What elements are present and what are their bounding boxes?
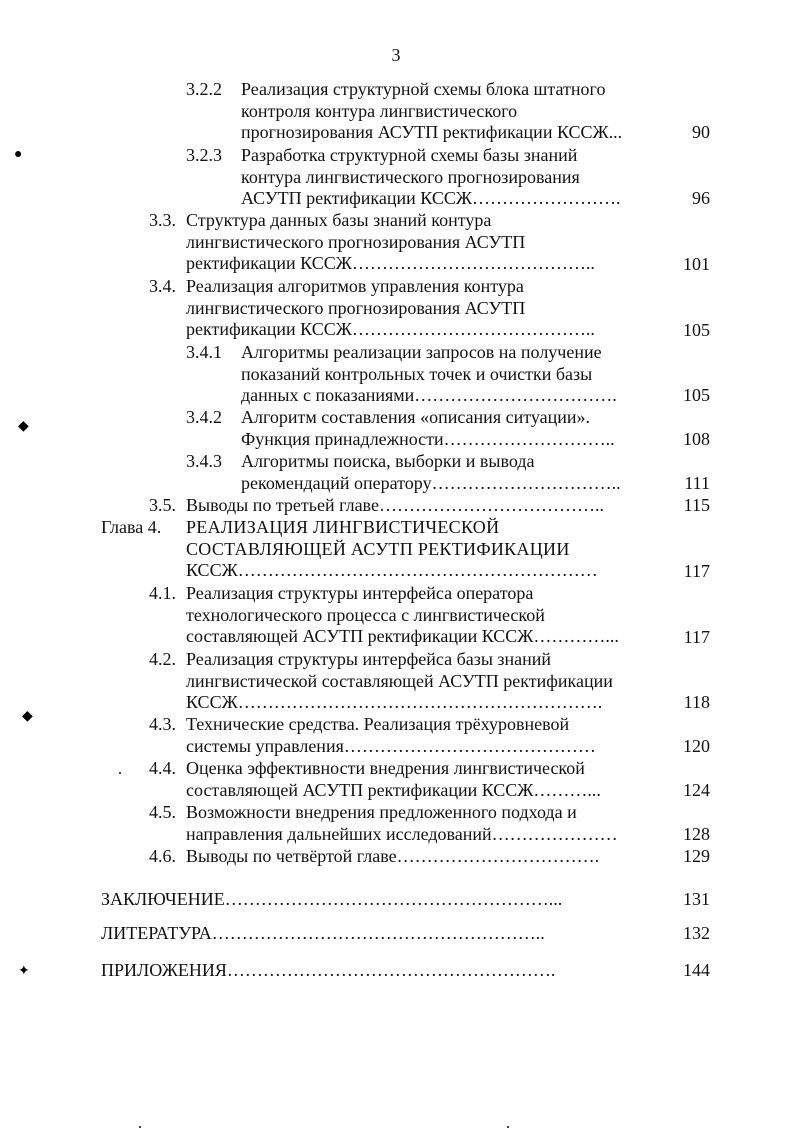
toc-entry-number: 3.2.2 — [186, 79, 222, 99]
toc-entry-page: 105 — [683, 320, 710, 340]
toc-entry-number: 3.4.3 — [186, 451, 222, 471]
toc-entry-page: 115 — [683, 495, 710, 515]
scan-mark: ◆ — [22, 709, 33, 724]
toc-entry-page: 101 — [683, 254, 710, 274]
toc-entry-title: Выводы по третьей главе……………………………….. — [186, 495, 604, 515]
toc-entry-page: 111 — [684, 473, 710, 493]
toc-entry-page: 128 — [683, 824, 710, 844]
toc-entry-page: 117 — [683, 561, 710, 581]
toc-entry-title: РЕАЛИЗАЦИЯ ЛИНГВИСТИЧЕСКОЙ СОСТАВЛЯЮЩЕЙ АСУТП РЕКТИФИКАЦИИ КССЖ…………………………………………………… — [186, 517, 598, 581]
toc-entry-number: 4.3. — [149, 714, 176, 734]
toc-entry-title: ЛИТЕРАТУРА……………………………………………….. — [101, 923, 545, 943]
toc-entry-number: 4.4. — [149, 758, 176, 778]
toc-entry-title: Технические средства. Реализация трёхуровневой системы управления…………………………………… — [186, 714, 596, 756]
toc-entry-page: 144 — [683, 960, 710, 980]
toc-entry-number: 4.5. — [149, 802, 176, 822]
toc-entry-title: Алгоритм составления «описания ситуации». Функция принадлежности……………………….. — [241, 407, 615, 449]
toc-entry-title: Оценка эффективности внедрения лингвистической составляющей АСУТП ректификации КССЖ………... — [186, 758, 601, 800]
toc-entry-page: 105 — [683, 385, 710, 405]
toc-entry-number: 4.2. — [149, 649, 176, 669]
toc-entry-page: 132 — [683, 923, 710, 943]
toc-entry-title: Алгоритмы поиска, выборки и вывода рекомендаций оператору………………………….. — [241, 451, 621, 493]
toc-entry-number: Глава 4. — [101, 517, 162, 537]
toc-entry-page: 118 — [683, 692, 710, 712]
toc-entry-number: 4.1. — [149, 583, 176, 603]
toc-entry-title: Реализация структурной схемы блока штатного контроля контура лингвистического прогнозирования АСУТП ректификации КССЖ... — [241, 79, 623, 143]
toc-entry-title: Разработка структурной схемы базы знаний контура лингвистического прогнозирования АСУТП ректификации КССЖ……………………. — [241, 145, 621, 209]
scan-mark: ◆ — [18, 419, 29, 434]
toc-entry-title: ЗАКЛЮЧЕНИЕ………………………………………………... — [101, 889, 563, 909]
toc-entry-page: 108 — [683, 429, 710, 449]
toc-entry-title: Возможности внедрения предложенного подхода и направления дальнейших исследований………………… — [186, 802, 618, 844]
scan-mark: ● — [14, 147, 23, 162]
toc-entry-page: 96 — [692, 188, 710, 208]
toc-entry-title: Алгоритмы реализации запросов на получение показаний контрольных точек и очистки базы данных с показаниями……………………………. — [241, 342, 617, 406]
toc-entry-page: 129 — [683, 846, 710, 866]
toc-entry-number: 3.4. — [149, 276, 176, 296]
toc-entry-title: ПРИЛОЖЕНИЯ………………………………………………. — [101, 960, 556, 980]
page-number: 3 — [391, 45, 401, 65]
toc-entry-number: 3.2.3 — [186, 145, 222, 165]
scan-speck — [119, 772, 121, 774]
toc-entry-number: 3.5. — [149, 495, 176, 515]
toc-entry-title: Реализация структуры интерфейса оператора технологического процесса с лингвистической составляющей АСУТП ректификации КССЖ…………... — [186, 583, 619, 647]
toc-entry-number: 4.6. — [149, 846, 176, 866]
scan-mark: ✦ — [18, 964, 30, 979]
toc-entry-title: Структура данных базы знаний контура лингвистического прогнозирования АСУТП ректификации КССЖ………………………………….. — [186, 210, 595, 274]
toc-entry-page: 90 — [692, 122, 710, 142]
toc-entry-title: Реализация структуры интерфейса базы знаний лингвистической составляющей АСУТП ректификации КССЖ……………………………………………………. — [186, 649, 613, 713]
toc-entry-page: 131 — [683, 889, 710, 909]
scan-speck — [139, 1126, 141, 1128]
toc-entry-page: 124 — [683, 780, 710, 800]
scan-speck — [507, 1126, 509, 1128]
toc-entry-title: Выводы по четвёртой главе……………………………. — [186, 846, 600, 866]
toc-entry-number: 3.4.2 — [186, 407, 222, 427]
toc-entry-number: 3.3. — [149, 210, 176, 230]
toc-entry-page: 120 — [683, 736, 710, 756]
toc-entry-number: 3.4.1 — [186, 342, 222, 362]
toc-entry-title: Реализация алгоритмов управления контура лингвистического прогнозирования АСУТП ректификации КССЖ………………………………….. — [186, 276, 595, 340]
toc-entry-page: 117 — [683, 627, 710, 647]
